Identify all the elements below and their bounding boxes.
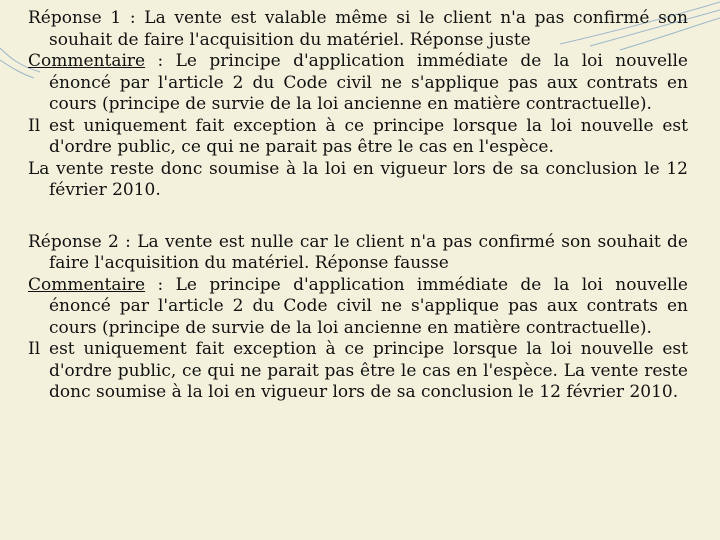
slide-content — [28, 8, 688, 404]
comment-2-label: Commentaire — [28, 274, 146, 295]
comment-2 — [28, 275, 688, 340]
answer-2-text: Réponse 2 : La vente est nulle car le client n'a pas confirmé son souhait de faire l'acquisition du matériel. Réponse fausse — [28, 231, 688, 273]
comment-1-label: Commentaire — [28, 51, 146, 71]
conclusion-1 — [28, 159, 688, 202]
exception-2 — [28, 339, 688, 404]
exception-2-text: Il est uniquement fait exception à ce principe lorsque la loi nouvelle est d'ordre public, ce qui ne parait pas être le cas en l'espèce. La vente reste donc soumise à la loi en vigueur lors de sa conclusion le 12 février 2010. — [28, 339, 688, 402]
section-gap — [28, 202, 688, 232]
comment-2-text: : Le principe d'application immédiate de la loi nouvelle énoncé par l'article 2 du Code civil ne s'applique pas aux contrats en cours (principe de survie de la loi ancienne en matière contractuelle). — [49, 274, 688, 338]
comment-1 — [28, 51, 688, 116]
exception-1-text: Il est uniquement fait exception à ce principe lorsque la loi nouvelle est d'ordre public, ce qui ne parait pas être le cas en l'espèce. — [28, 115, 688, 157]
answer-2 — [28, 232, 688, 275]
exception-1 — [28, 116, 688, 159]
comment-1-text: : Le principe d'application immédiate de la loi nouvelle énoncé par l'article 2 du Code civil ne s'applique pas aux contrats en cours (principe de survie de la loi ancienne en matière contractuelle). — [49, 51, 688, 114]
answer-1 — [28, 8, 688, 51]
answer-1-text: Réponse 1 : La vente est valable même si le client n'a pas confirmé son souhait de faire l'acquisition du matériel. Réponse juste — [28, 8, 688, 50]
conclusion-1-text: La vente reste donc soumise à la loi en vigueur lors de sa conclusion le 12 février 2010. — [28, 158, 688, 200]
